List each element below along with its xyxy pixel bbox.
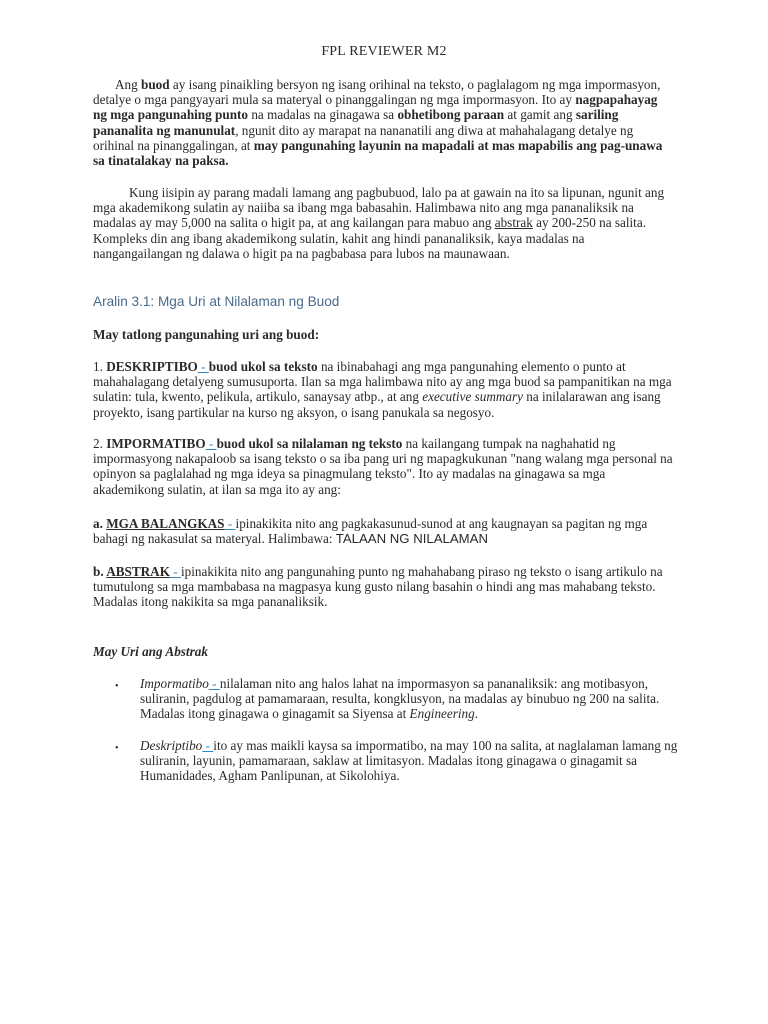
item-prefix: b. — [93, 564, 107, 579]
item-deskriptibo — [93, 359, 673, 420]
item-subtitle: buod ukol sa teksto — [208, 359, 318, 374]
text-run: Ang — [115, 77, 142, 92]
bold-phrase: sariling pananalita ng manunulat — [93, 107, 619, 138]
text-run: , ngunit dito ay marapat na nananatili ang diwa at mahahalagang detalye ng orihinal na pinanggalingan, at — [93, 122, 634, 153]
item-subtitle: buod ukol sa nilalaman ng teksto — [216, 436, 403, 451]
bold-phrase: obhetibong paraan — [397, 107, 505, 123]
types-intro: May tatlong pangunahing uri ang buod: — [93, 327, 320, 342]
bold-term-buod: buod — [141, 77, 170, 92]
italic-term: Engineering — [409, 706, 475, 722]
text-run: ay isang pinaikling bersyon ng isang orihinal na teksto, o paglalagom ng mga impormasyon, detalye o mga pangyayari mula sa materyal o pinanggalingan ng mga impormasyon. Ito ay — [93, 77, 661, 108]
document-title: FPL REVIEWER M2 — [321, 44, 447, 59]
section-heading: Aralin 3.1: Mga Uri at Nilalaman ng Buod — [93, 294, 340, 309]
italic-term: executive summary — [422, 389, 523, 405]
text-run: na ibinabahagi ang mga pangunahing elemento o punto at mahahalagang detalyeng sumusuporta. Ilan sa mga halimbawa nito ay ang mga buod sa pampanitikan na mga sulatin: tula, kwento, pelikula, artikulo, sanaysay atbp., at ang — [93, 359, 672, 405]
text-run: ipinakikita nito ang pangunahing punto ng mahahabang piraso ng teksto o isang artikulo na tumutulong sa mga mambabasa na magpasya kung gusto nilang basahin o hindi ang mas mahabang teksto. Madalas itong nakikita sa mga pananaliksik. — [93, 564, 663, 610]
bullet-item-impormatibo — [140, 676, 680, 722]
text-run: ipinakikita nito ang pagkakasunud-sunod at ang kaugnayan sa pagitan ng mga bahagi ng nakasulat sa materyal. Halimbawa: — [93, 516, 648, 547]
dash-mark: - — [202, 738, 214, 753]
dash-mark: - — [208, 676, 220, 691]
example-text: TALAAN NG NILALAMAN — [335, 531, 488, 547]
text-run: Kung iisipin ay parang madali lamang ang pagbubuod, lalo pa at gawain na ito sa lipunan, ngunit ang mga akademikong sulatin ay naiiba sa ibang mga babasahin. Halimbawa nito ang mga pananaliksik na madalas ay may 5,000 na salita o higit pa, at ang kailangan para mabuo ang — [93, 185, 665, 231]
item-label: MGA BALANGKAS — [106, 516, 225, 531]
bold-phrase: nagpapahayag ng mga pangunahing punto — [93, 92, 658, 123]
item-mga-balangkas — [93, 516, 673, 546]
bullet-term: Impormatibo — [140, 676, 209, 691]
text-run: at gamit ang — [504, 107, 576, 123]
text-run: ay 200-250 na salita. Kompleks din ang ibang akademikong sulatin, kahit ang hindi pananaliksik, kaya madalas na nangangailangan ng dalawa o higit pa na pagbabasa para lubos na maunawaan. — [93, 215, 646, 261]
item-abstrak — [93, 564, 673, 610]
item-number: 1. — [93, 359, 107, 374]
bold-phrase: may pangunahing layunin na mapadali at mas mapabilis ang pag-unawa sa tinatalakay na paksa. — [93, 137, 663, 169]
abstract-heading: May Uri ang Abstrak — [93, 644, 208, 659]
bullet-icon: • — [115, 743, 119, 754]
text-run: na inilalarawan ang isang proyekto, isang partikular na kurso ng aksyon, o isang panukala sa negosyo. — [93, 389, 661, 420]
text-run: na madalas na ginagawa sa — [248, 107, 398, 123]
text-run: nilalaman nito ang halos lahat na impormasyon sa pananaliksik: ang motibasyon, suliranin, pagdulog at pamamaraan, resulta, kongklusyon, na madalas ay binubuo ng 200 na salita. Madalas itong ginagawa o ginagamit sa Siyensa at — [140, 676, 660, 722]
dash-mark: - — [197, 359, 209, 374]
item-label: ABSTRAK — [106, 564, 170, 579]
intro-paragraph-2 — [93, 185, 673, 261]
text-run: . — [474, 706, 479, 722]
item-label: IMPORMATIBO — [106, 436, 206, 451]
dash-mark: - — [205, 436, 217, 451]
intro-paragraph-1 — [93, 77, 673, 168]
item-label: DESKRIPTIBO — [106, 359, 198, 374]
item-prefix: a. — [93, 516, 107, 531]
bullet-term: Deskriptibo — [140, 738, 203, 753]
underlined-term-abstrak: abstrak — [494, 215, 533, 231]
bullet-item-deskriptibo — [140, 738, 680, 784]
item-impormatibo — [93, 436, 673, 497]
item-number: 2. — [93, 436, 107, 451]
text-run: ito ay mas maikli kaysa sa impormatibo, na may 100 na salita, at naglalaman lamang ng suliranin, layunin, pamamaraan, saklaw at limitasyon. Madalas itong ginagawa o ginagamit sa Humanidades, Agham Panlipunan, at Sikolohiya. — [140, 738, 678, 784]
text-run: na kailangang tumpak na naghahatid ng impormasyong nakapaloob sa isang teksto o sa iba pang uri ng mapagkukunan "nang walang mga personal na opinyon sa paglalahad ng mga ideya sa pinagmulang teksto". Ito ay madalas na ginagawa sa mga akademikong sulatin, at ilan sa mga ito ay ang: — [93, 436, 673, 497]
dash-mark: - — [169, 564, 181, 579]
bullet-icon: • — [115, 681, 119, 692]
dash-mark: - — [224, 516, 236, 531]
